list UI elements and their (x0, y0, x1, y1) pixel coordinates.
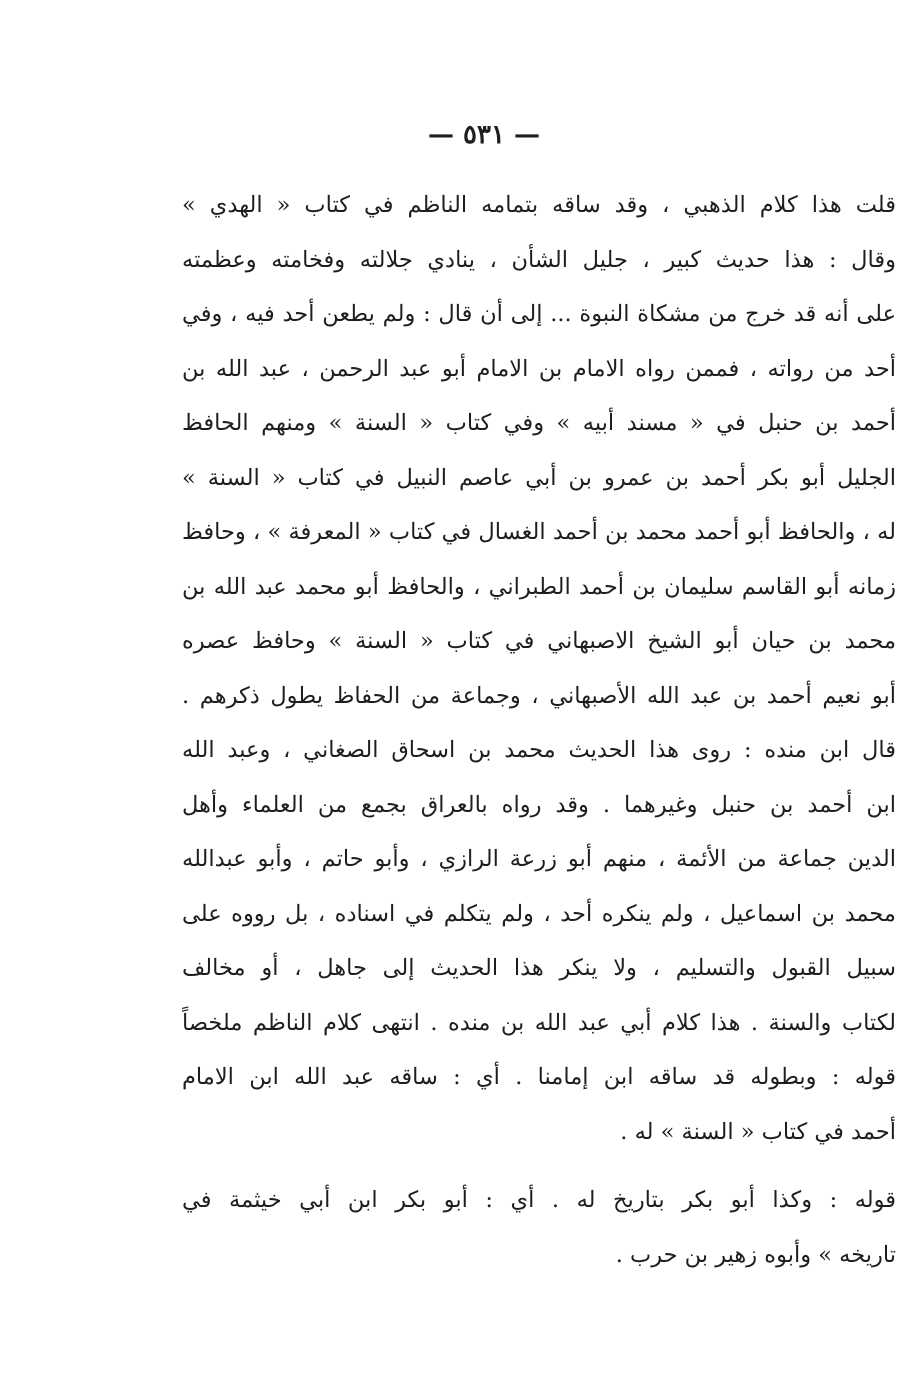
text-line: وقال : هذا حديث كبير ، جليل الشأن ، ينادي جلالته وفخامته وعظمته (182, 246, 896, 273)
text-line: له ، والحافظ أبو أحمد محمد بن أحمد الغسال في كتاب « المعرفة » ، وحافظ (182, 519, 896, 545)
text-line: محمد بن اسماعيل ، ولم ينكره أحد ، ولم يتكلم في اسناده ، بل رووه على (182, 900, 896, 927)
text-line: قوله : وبطوله قد ساقه ابن إمامنا . أي : ساقه عبد الله ابن الامام (182, 1064, 896, 1090)
text-line: الدين جماعة من الأئمة ، منهم أبو زرعة الرازي ، وأبو حاتم ، وأبو عبدالله (182, 846, 896, 872)
paragraph-2 (182, 1050, 896, 1159)
paragraph-1 (182, 178, 896, 1050)
text-line: أحد من رواته ، فممن رواه الامام بن الامام أبو عبد الرحمن ، عبد الله بن (182, 355, 896, 382)
page-number: — ٥٣١ — (427, 120, 541, 150)
text-line: قال ابن منده : روى هذا الحديث محمد بن اسحاق الصغاني ، وعبد الله (182, 737, 896, 763)
text-line: أحمد بن حنبل في « مسند أبيه » وفي كتاب « السنة » ومنهم الحافظ (182, 410, 896, 436)
text-line: الجليل أبو بكر أحمد بن عمرو بن أبي عاصم النبيل في كتاب « السنة » (182, 464, 896, 491)
text-line: أحمد في كتاب « السنة » له . (620, 1118, 896, 1145)
paragraph-3 (182, 1173, 896, 1282)
text-line: ابن أحمد بن حنبل وغيرهما . وقد رواه بالعراق بجمع من العلماء وأهل (182, 791, 896, 818)
text-line: على أنه قد خرج من مشكاة النبوة ... إلى أن قال : ولم يطعن أحد فيه ، وفي (182, 301, 896, 327)
text-line: سبيل القبول والتسليم ، ولا ينكر هذا الحديث إلى جاهل ، أو مخالف (182, 955, 896, 981)
text-line: لكتاب والسنة . هذا كلام أبي عبد الله بن منده . انتهى كلام الناظم ملخصاً (182, 1009, 896, 1036)
text-line: تاريخه » وأبوه زهير بن حرب . (615, 1241, 896, 1268)
paragraph-gap (182, 1159, 896, 1173)
text-line: أبو نعيم أحمد بن عبد الله الأصبهاني ، وجماعة من الحفاظ يطول ذكرهم . (182, 682, 896, 709)
text-line: قلت هذا كلام الذهبي ، وقد ساقه بتمامه الناظم في كتاب « الهدي » (182, 192, 896, 218)
body-text (182, 178, 896, 1282)
text-line: زمانه أبو القاسم سليمان بن أحمد الطبراني ، والحافظ أبو محمد عبد الله بن (182, 573, 896, 600)
text-line: قوله : وكذا أبو بكر بتاريخ له . أي : أبو بكر ابن أبي خيثمة في (182, 1187, 896, 1213)
text-line: محمد بن حيان أبو الشيخ الاصبهاني في كتاب « السنة » وحافظ عصره (182, 628, 896, 654)
